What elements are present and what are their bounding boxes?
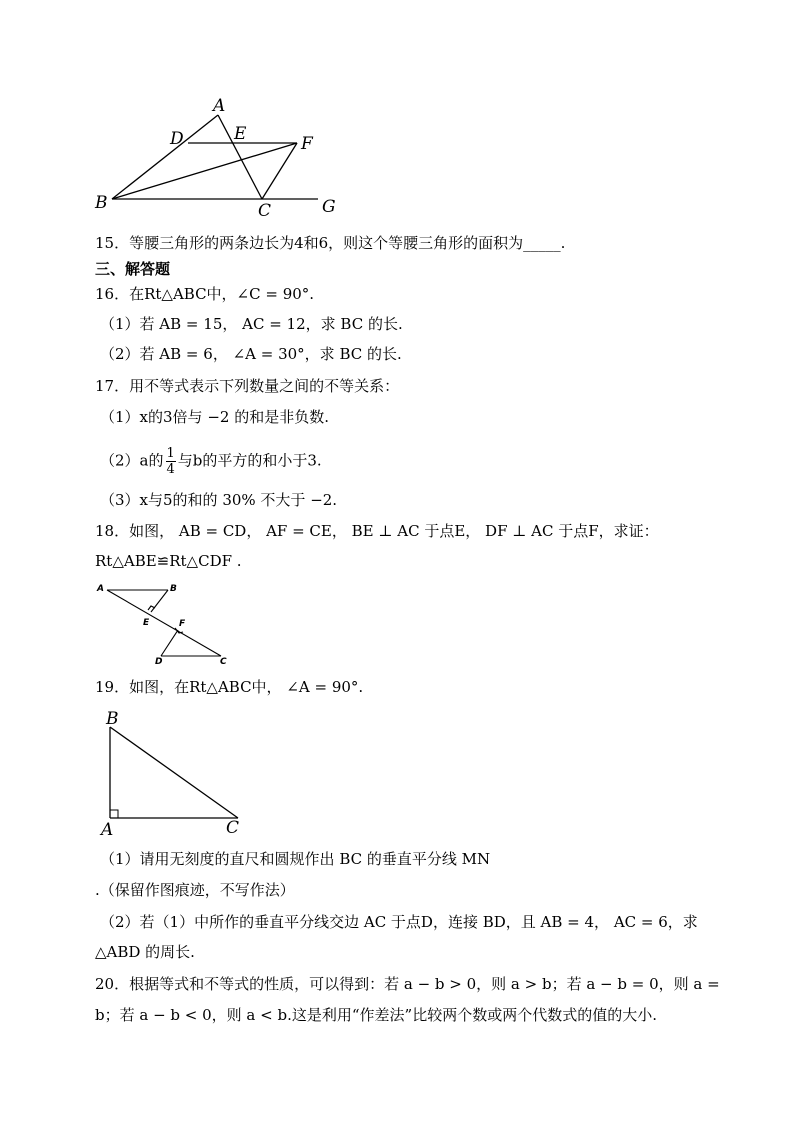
segment-bf — [112, 143, 297, 199]
fraction-denominator: 4 — [166, 462, 175, 477]
label-f: F — [301, 134, 313, 154]
figure-congruent-right-triangles — [95, 578, 235, 668]
label-c: C — [258, 201, 272, 221]
question-16-part-2: （2）若 AB = 6， ∠A = 30°，求 BC 的长. — [100, 345, 402, 363]
right-angle-mark-a — [110, 810, 118, 818]
section-heading-answer-questions: 三、解答题 — [95, 260, 171, 278]
fraction-one-quarter — [166, 446, 176, 477]
q17-part-2-after: 与b的平方的和小于3. — [177, 451, 322, 470]
segment-be — [151, 590, 168, 612]
label-c: C — [226, 818, 240, 838]
label-b: B — [170, 584, 177, 594]
question-17-part-2 — [100, 446, 322, 477]
question-16-stem: 16．在Rt△ABC中，∠C = 90°. — [95, 285, 315, 303]
figure-right-triangle-abc — [95, 705, 255, 840]
label-c: C — [220, 657, 227, 667]
question-20-line-2: b；若 a − b < 0，则 a < b.这是利用“作差法”比较两个数或两个代数式的值的大小. — [95, 1006, 657, 1024]
question-19-part-1: （1）请用无刻度的直尺和圆规作出 BC 的垂直平分线 MN — [100, 850, 491, 868]
label-d: D — [155, 657, 163, 667]
label-b: B — [106, 709, 119, 729]
right-angle-mark-e — [148, 606, 155, 610]
question-15: 15．等腰三角形的两条边长为4和6，则这个等腰三角形的面积为_____. — [95, 234, 566, 252]
question-19-part-1-cont: .（保留作图痕迹，不写作法） — [95, 881, 295, 899]
label-d: D — [170, 129, 184, 149]
question-17-part-1: （1）x的3倍与 −2 的和是非负数. — [100, 408, 329, 426]
figure-triangle-abc-with-df — [90, 95, 350, 225]
question-18-line-1: 18．如图， AB = CD， AF = CE， BE ⊥ AC 于点E， DF ⊥ AC 于点F，求证： — [95, 522, 659, 540]
label-f: F — [179, 619, 186, 629]
question-17-stem: 17．用不等式表示下列数量之间的不等关系： — [95, 377, 400, 395]
question-19-part-2-cont: △ABD 的周长. — [95, 943, 195, 961]
question-19-part-2: （2）若（1）中所作的垂直平分线交边 AC 于点D，连接 BD，且 AB = 4， AC = 6，求 — [100, 913, 698, 931]
segment-ba — [112, 115, 218, 199]
q17-part-2-before: （2）a的 — [100, 451, 164, 470]
question-18-line-2: Rt△ABE≌Rt△CDF . — [95, 552, 242, 570]
question-19-stem: 19．如图，在Rt△ABC中， ∠A = 90°. — [95, 678, 364, 696]
label-b: B — [95, 193, 108, 213]
label-e: E — [143, 618, 150, 628]
label-a: A — [213, 96, 226, 116]
segment-df — [161, 630, 178, 656]
label-e: E — [234, 124, 247, 144]
label-g: G — [322, 197, 336, 217]
question-20-line-1: 20．根据等式和不等式的性质，可以得到：若 a − b > 0，则 a > b；若 a − b = 0，则 a = — [95, 975, 720, 993]
fraction-numerator: 1 — [166, 446, 175, 461]
question-16-part-1: （1）若 AB = 15， AC = 12，求 BC 的长. — [100, 315, 403, 333]
question-17-part-3: （3）x与5的和的 30% 不大于 −2. — [100, 491, 338, 509]
label-a: A — [97, 584, 104, 594]
label-a: A — [101, 820, 114, 840]
segment-ac — [107, 590, 221, 656]
segment-bc — [110, 727, 238, 818]
